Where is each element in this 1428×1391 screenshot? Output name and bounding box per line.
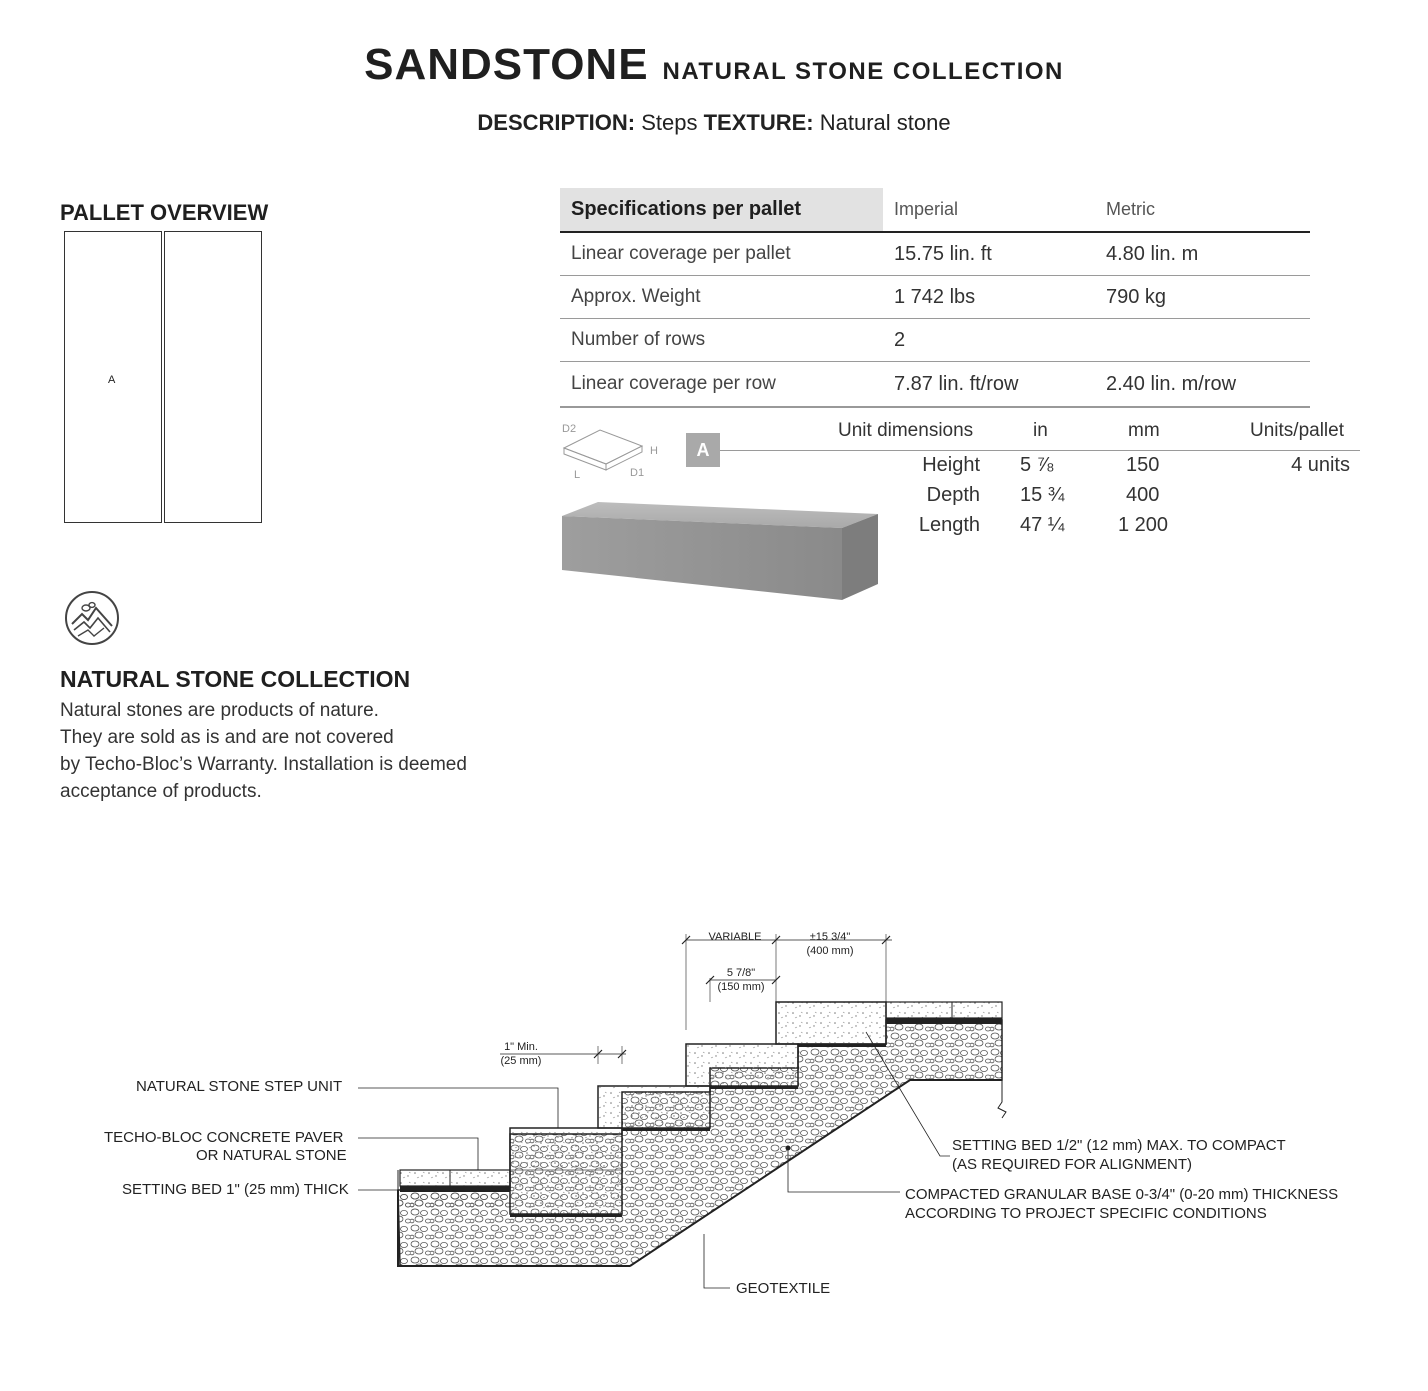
collection-heading: NATURAL STONE COLLECTION	[60, 666, 411, 692]
collection-disclaimer	[60, 697, 530, 805]
pallet-overview-heading: PALLET OVERVIEW	[60, 200, 269, 225]
label-bed-max-line2: (AS REQUIRED FOR ALIGNMENT)	[952, 1156, 1193, 1173]
specs-header-title: Specifications per pallet	[560, 188, 883, 231]
dim-label-d2: D2	[562, 423, 577, 435]
spec-label: Linear coverage per pallet	[571, 243, 791, 264]
spec-imperial: 1 742 lbs	[894, 285, 976, 308]
label-paver-line2: OR NATURAL STONE	[196, 1147, 347, 1164]
spec-imperial: 7.87 lin. ft/row	[894, 372, 1019, 395]
spec-metric: 2.40 lin. m/row	[1106, 372, 1237, 395]
specs-header-row	[560, 188, 1310, 233]
dim-min: 1" Min.	[504, 1041, 538, 1053]
texture-label: TEXTURE:	[703, 110, 814, 135]
description-label: DESCRIPTION:	[477, 110, 636, 135]
description-line	[0, 110, 1428, 136]
page-title	[0, 40, 1428, 90]
label-paver-line1: TECHO-BLOC CONCRETE PAVER	[104, 1129, 344, 1146]
label-base-line1: COMPACTED GRANULAR BASE 0-3/4" (0-20 mm) THICKNESS	[905, 1186, 1339, 1203]
unit-row-mm: 150	[1126, 454, 1160, 476]
label-step-unit: NATURAL STONE STEP UNIT	[136, 1078, 343, 1095]
dim-depth-mm: (400 mm)	[806, 945, 854, 957]
unit-header-units: Units/pallet	[1250, 420, 1344, 441]
unit-row-in: 47 ¼	[1020, 514, 1065, 536]
label-base-line2: ACCORDING TO PROJECT SPECIFIC CONDITIONS	[905, 1205, 1267, 1222]
collection-name: NATURAL STONE COLLECTION	[662, 58, 1064, 85]
specs-table	[560, 188, 1310, 408]
unit-header-dimensions: Unit dimensions	[838, 420, 974, 441]
dim-label-l: L	[574, 469, 581, 480]
disclaimer-line: by Techo-Bloc’s Warranty. Installation is deemed	[60, 754, 467, 775]
unit-row-label: Length	[918, 514, 980, 536]
unit-header-mm: mm	[1128, 420, 1160, 441]
unit-divider	[720, 450, 1360, 451]
table-row	[560, 319, 1310, 362]
unit-row-mm: 400	[1126, 484, 1160, 506]
dim-min-mm: (25 mm)	[500, 1055, 542, 1067]
spec-metric: 4.80 lin. m	[1106, 242, 1199, 265]
unit-row-label: Height	[922, 454, 980, 476]
spec-imperial: 15.75 lin. ft	[894, 242, 992, 265]
unit-row-label: Depth	[926, 484, 980, 506]
dim-label-h: H	[650, 445, 658, 457]
unit-badge: A	[686, 433, 720, 467]
spec-label: Linear coverage per row	[571, 373, 776, 394]
unit-row-in: 5 ⅞	[1020, 454, 1054, 476]
description-value: Steps	[641, 110, 698, 135]
unit-header-in: in	[1033, 420, 1048, 441]
disclaimer-line: Natural stones are products of nature.	[60, 700, 379, 721]
specs-header-imperial: Imperial	[894, 199, 959, 219]
stone-step-image	[560, 500, 880, 604]
spec-imperial: 2	[894, 328, 906, 351]
dim-height-mm: (150 mm)	[717, 981, 765, 993]
specs-header-metric: Metric	[1106, 199, 1155, 219]
texture-value: Natural stone	[819, 110, 951, 135]
spec-label: Number of rows	[571, 329, 706, 350]
label-bed-thick: SETTING BED 1" (25 mm) THICK	[122, 1181, 349, 1198]
dim-depth: ±15 3/4"	[809, 931, 851, 943]
table-row	[560, 362, 1310, 408]
label-bed-max-line1: SETTING BED 1/2" (12 mm) MAX. TO COMPACT	[952, 1137, 1286, 1154]
unit-dimensions-icon	[560, 420, 660, 480]
mountain-stone-icon	[64, 590, 120, 646]
unit-row-mm: 1 200	[1118, 514, 1169, 536]
disclaimer-line: acceptance of products.	[60, 781, 262, 802]
dim-label-d1: D1	[630, 467, 645, 479]
table-row	[560, 233, 1310, 276]
pallet-box-label: A	[108, 374, 116, 386]
product-name: SANDSTONE	[364, 40, 649, 89]
spec-label: Approx. Weight	[571, 286, 701, 307]
dim-variable: VARIABLE	[708, 931, 762, 943]
spec-metric: 790 kg	[1106, 285, 1167, 308]
unit-row-in: 15 ¾	[1020, 484, 1065, 506]
table-row	[560, 276, 1310, 319]
installation-section-diagram	[90, 920, 1350, 1320]
disclaimer-line: They are sold as is and are not covered	[60, 727, 394, 748]
dim-height: 5 7/8"	[726, 967, 756, 979]
pallet-box-right	[164, 231, 262, 523]
unit-row-units: 4 units	[1291, 454, 1350, 476]
label-geotextile: GEOTEXTILE	[736, 1280, 831, 1297]
